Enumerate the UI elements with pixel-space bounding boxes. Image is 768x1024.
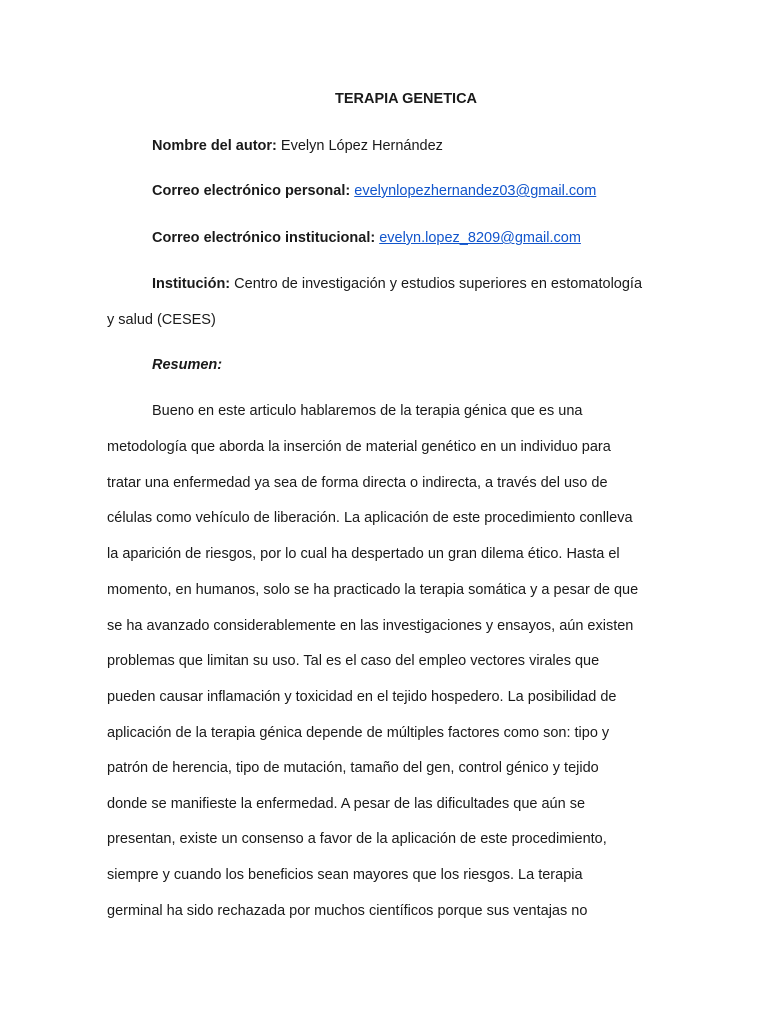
abstract-line: donde se manifieste la enfermedad. A pesar de las dificultades que aún se	[107, 796, 586, 812]
abstract-line: patrón de herencia, tipo de mutación, tamaño del gen, control génico y tejido	[107, 760, 599, 776]
abstract-line: presentan, existe un consenso a favor de la aplicación de este procedimiento,	[107, 831, 607, 847]
email-personal-link[interactable]: evelynlopezhernandez03@gmail.com	[354, 183, 597, 199]
document-title: TERAPIA GENETICA	[334, 91, 478, 107]
email-personal-label: Correo electrónico personal:	[152, 183, 351, 199]
abstract-line: momento, en humanos, solo se ha practicado la terapia somática y a pesar de que	[107, 582, 639, 598]
author-label: Nombre del autor:	[152, 138, 277, 154]
abstract-line: siempre y cuando los beneficios sean mayores que los riesgos. La terapia	[107, 867, 583, 883]
email-institutional-link[interactable]: evelyn.lopez_8209@gmail.com	[379, 230, 581, 246]
author-line	[152, 138, 443, 154]
abstract-line: pueden causar inflamación y toxicidad en el tejido hospedero. La posibilidad de	[107, 689, 617, 705]
institution-label: Institución:	[152, 276, 231, 292]
email-institutional-line	[152, 230, 581, 246]
abstract-line: metodología que aborda la inserción de material genético en un individuo para	[107, 439, 611, 455]
abstract-line: la aparición de riesgos, por lo cual ha despertado un gran dilema ético. Hasta el	[107, 546, 620, 562]
email-institutional-label: Correo electrónico institucional:	[152, 230, 376, 246]
institution-line	[152, 276, 642, 292]
abstract-line: aplicación de la terapia génica depende de múltiples factores como son: tipo y	[107, 725, 610, 741]
abstract-heading: Resumen:	[152, 357, 223, 373]
abstract-line: se ha avanzado considerablemente en las investigaciones y ensayos, aún existen	[107, 618, 634, 634]
abstract-line: tratar una enfermedad ya sea de forma directa o indirecta, a través del uso de	[107, 475, 608, 491]
institution-continuation: y salud (CESES)	[107, 312, 216, 328]
institution-value: Centro de investigación y estudios superiores en estomatología	[230, 276, 643, 292]
author-value: Evelyn López Hernández	[276, 138, 443, 154]
abstract-line: Bueno en este articulo hablaremos de la terapia génica que es una	[152, 403, 583, 419]
abstract-line: germinal ha sido rechazada por muchos científicos porque sus ventajas no	[107, 903, 588, 919]
email-personal-line	[152, 183, 596, 199]
abstract-line: células como vehículo de liberación. La aplicación de este procedimiento conlleva	[107, 510, 633, 526]
abstract-line: problemas que limitan su uso. Tal es el caso del empleo vectores virales que	[107, 653, 600, 669]
